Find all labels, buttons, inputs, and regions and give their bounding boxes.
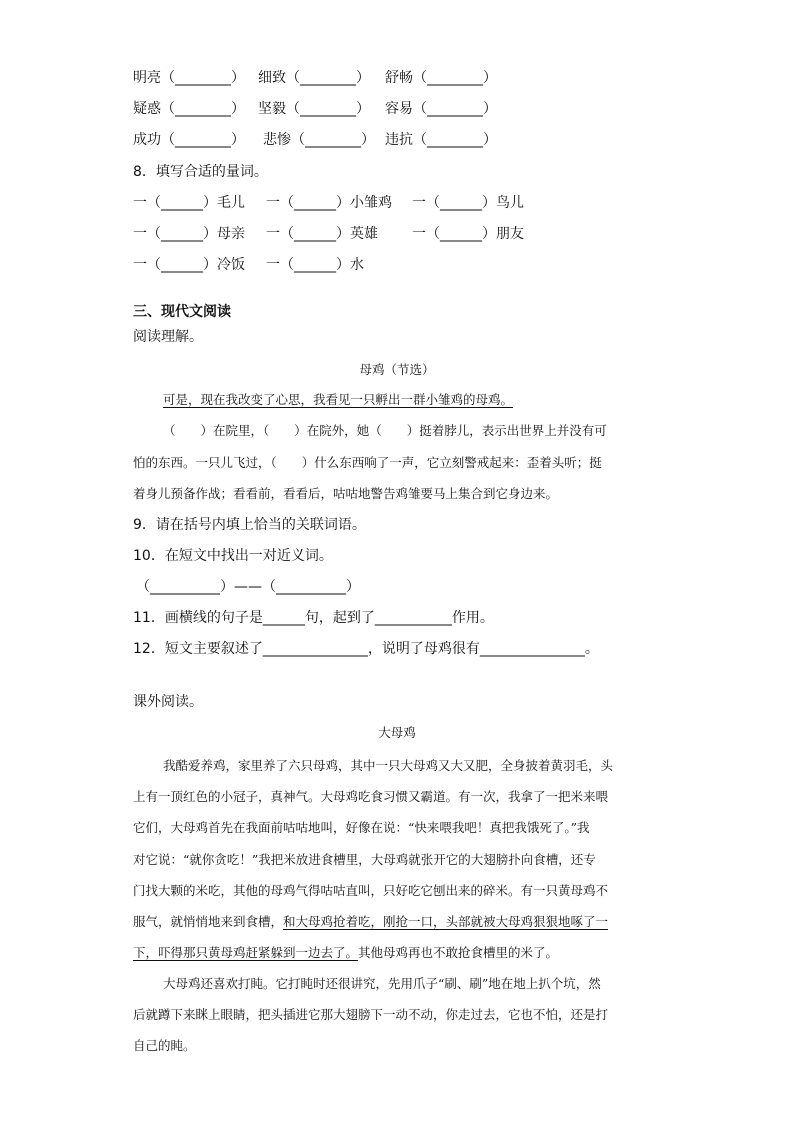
extra-passage-line — [133, 912, 608, 930]
underlined-text: 和大母鸡抢着吃，刚抢一口，头部就被大母鸡狠狠地啄了一 — [283, 914, 609, 929]
antonym-item: 成功（________） — [133, 132, 245, 148]
antonym-item: 违抗（________） — [385, 132, 497, 148]
antonym-item: 细致（________） — [258, 70, 370, 86]
measure-word-item: 一（______）毛儿 — [133, 195, 245, 211]
question-11: 11．画横线的句子是______句，起到了___________作用。 — [133, 610, 494, 626]
question-12: 12．短文主要叙述了_______________，说明了母鸡很有_______________。 — [133, 641, 599, 657]
extra-passage-title: 大母鸡 — [378, 725, 416, 740]
antonym-item: 疑惑（________） — [133, 101, 245, 117]
measure-word-item: 一（______）母亲 — [133, 226, 245, 242]
antonym-item: 容易（________） — [385, 101, 497, 117]
plain-text: 其他母鸡再也不敢抢食槽里的米了。 — [358, 945, 559, 960]
extra-passage-line: 它们，大母鸡首先在我面前咕咕地叫，好像在说：“快来喂我吧！真把我饿死了。”我 — [133, 820, 590, 835]
measure-word-item: 一（______）鸟儿 — [412, 195, 524, 211]
measure-word-item: 一（______）朋友 — [412, 226, 524, 242]
section-heading: 三、现代文阅读 — [133, 304, 231, 320]
antonym-item: 悲惨（________） — [263, 132, 375, 148]
extra-passage-line: 自己的盹。 — [133, 1038, 196, 1053]
underlined-text: 下，吓得那只黄母鸡赶紧躲到一边去了。 — [133, 945, 359, 960]
antonym-item: 明亮（________） — [133, 70, 245, 86]
extra-passage-line: 门找大颗的米吃，其他的母鸡气得咕咕直叫，只好吃它刨出来的碎米。有一只黄母鸡不 — [133, 883, 609, 898]
passage-line: （ ）在院里，（ ）在院外，她（ ）挺着脖儿，表示出世界上并没有可 — [163, 423, 607, 438]
passage-line: 怕的东西。一只儿飞过，（ ）什么东西响了一声，它立刻警戒起来：歪着头听；挺 — [133, 455, 602, 470]
question-10-answer: （__________）——（__________） — [136, 579, 360, 595]
measure-word-item: 一（______）英雄 — [266, 226, 378, 242]
plain-text: 服气，就悄悄地来到食槽， — [133, 914, 284, 929]
section-subheading: 阅读理解。 — [133, 329, 203, 345]
passage-line: 着身儿预备作战；看看前，看看后，咕咕地警告鸡雏要马上集合到它身边来。 — [133, 486, 559, 501]
passage-title: 母鸡（节选） — [359, 362, 435, 377]
extra-passage-line: 我酷爱养鸡，家里养了六只母鸡，其中一只大母鸡又大又肥，全身披着黄羽毛，头 — [163, 758, 614, 773]
measure-word-item: 一（______）冷饭 — [133, 257, 245, 273]
extra-passage-line — [133, 943, 558, 961]
measure-word-item: 一（______）小雏鸡 — [266, 195, 392, 211]
extra-passage-line: 大母鸡还喜欢打盹。它打盹时还很讲究，先用爪子“刷、刷”地在地上扒个坑，然 — [163, 976, 601, 991]
extra-passage-line: 对它说：“就你贪吃！”我把米放进食槽里，大母鸡就张开它的大翅膀扑向食槽，还专 — [133, 852, 596, 867]
measure-word-item: 一（______）水 — [266, 257, 364, 273]
underlined-sentence: 可是，现在我改变了心思，我看见一只孵出一群小雏鸡的母鸡。 — [163, 392, 514, 407]
antonym-item: 坚毅（________） — [258, 101, 370, 117]
q8-title: 8．填写合适的量词。 — [133, 164, 268, 180]
extra-passage-line: 上有一顶红色的小冠子，真神气。大母鸡吃食习惯又霸道。有一次，我拿了一把米来喂 — [133, 789, 609, 804]
extra-reading-label: 课外阅读。 — [133, 694, 203, 710]
question-9: 9．请在括号内填上恰当的关联词语。 — [133, 517, 366, 533]
question-10: 10．在短文中找出一对近义词。 — [133, 548, 333, 564]
antonym-item: 舒畅（________） — [385, 70, 497, 86]
extra-passage-line: 后就蹲下来眯上眼睛，把头插进它那大翅膀下一动不动，你走过去，它也不怕，还是打 — [133, 1007, 609, 1022]
